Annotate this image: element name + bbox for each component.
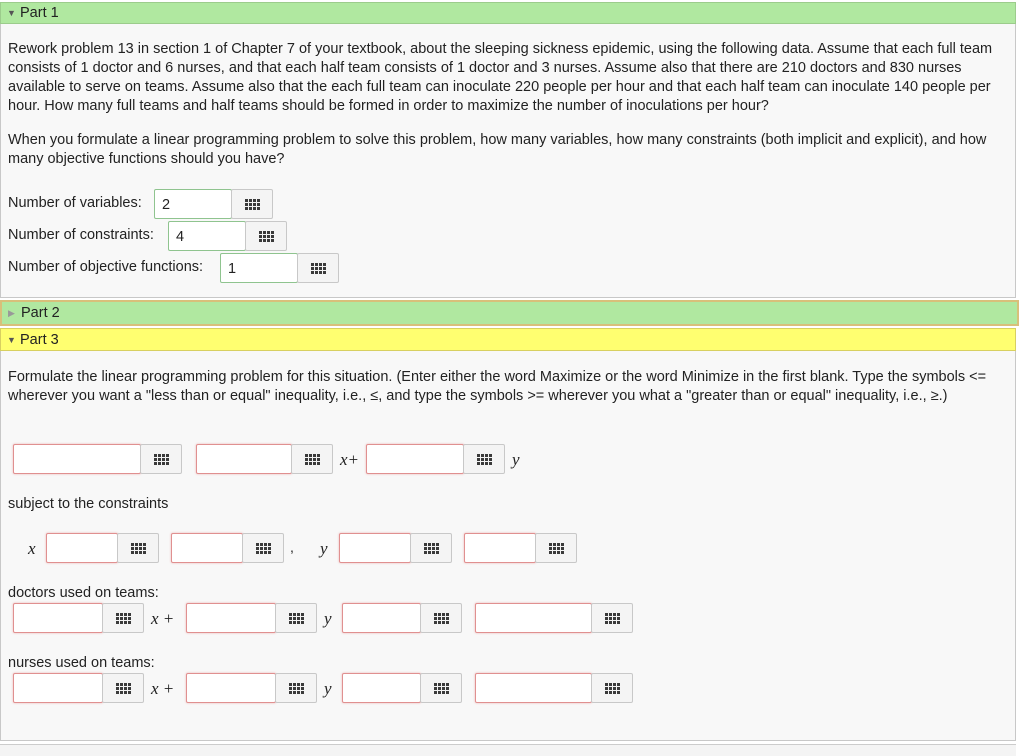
- objective-type-keypad-button[interactable]: [140, 444, 182, 474]
- nurses-x-coefficient-input[interactable]: [13, 673, 103, 703]
- instructions-text: Formulate the linear programming problem for this situation. (Enter either the word Maximize or the word Minimize in the first blank. Type the symbols <= wherever you want a "less than or equal" inequality, i.e., ≤, and type the symbols >= wherever you what a "greater than or equal" inequality, i.e., ≥.): [8, 369, 987, 404]
- part3-panel: [0, 351, 1016, 741]
- keypad-icon: [424, 543, 439, 554]
- part3-header[interactable]: [0, 328, 1016, 351]
- constraints-input[interactable]: [168, 221, 246, 251]
- keypad-icon: [116, 613, 131, 624]
- doctors-y-coefficient-keypad-button[interactable]: [275, 603, 317, 633]
- keypad-icon: [549, 543, 564, 554]
- nurses-limit-input[interactable]: [475, 673, 592, 703]
- objective-x-coefficient-keypad-button[interactable]: [463, 444, 505, 474]
- doctors-inequality-keypad-button[interactable]: [420, 603, 462, 633]
- keypad-icon: [434, 613, 449, 624]
- keypad-icon: [245, 199, 260, 210]
- objective-variable-input[interactable]: [196, 444, 292, 474]
- part2-title: Part 2: [21, 305, 60, 321]
- doctors-y-coefficient-input[interactable]: [186, 603, 276, 633]
- nurses-inequality-input[interactable]: [342, 673, 421, 703]
- nurses-x-coefficient-keypad-button[interactable]: [102, 673, 144, 703]
- nurses-y-coefficient-keypad-button[interactable]: [275, 673, 317, 703]
- keypad-icon: [131, 543, 146, 554]
- keypad-icon: [289, 683, 304, 694]
- keypad-icon: [477, 454, 492, 465]
- problem-text: Rework problem 13 in section 1 of Chapter 7 of your textbook, about the sleeping sickness epidemic, using the following data. Assume that each full team consists of 1 doctor and 6 nurses, and that each half team consists of 1 doctor and 3 nurses. Assume also that there are 210 doctors and 830 nurses available to serve on teams. Assume also that the each full team can inoculate 220 people per hour and that each half team can inoculate 140 people per hour. How many full teams and half teams should be formed in order to maximize the number of inoculations per hour?: [8, 41, 993, 114]
- nurses-limit-keypad-button[interactable]: [591, 673, 633, 703]
- nurses-label: nurses used on teams:: [8, 655, 155, 671]
- objective-y: y: [512, 450, 520, 469]
- part1-header[interactable]: [0, 2, 1016, 24]
- objective-variable-keypad-button[interactable]: [291, 444, 333, 474]
- keypad-icon: [605, 683, 620, 694]
- keypad-icon: [259, 231, 274, 242]
- nurses-y: y: [324, 679, 332, 698]
- nonneg-y: y: [320, 539, 328, 558]
- constraints-keypad-button[interactable]: [245, 221, 287, 251]
- objective-keypad-button[interactable]: [297, 253, 339, 283]
- objective-label: Number of objective functions:: [8, 259, 204, 275]
- nonneg-x-inequality-input[interactable]: [46, 533, 118, 563]
- expand-triangle-icon: ▶: [8, 307, 15, 318]
- question-text: When you formulate a linear programming problem to solve this problem, how many variables, how many constraints (both implicit and explicit), and how many objective functions should you have?: [8, 132, 987, 167]
- bottom-edge: [0, 744, 1016, 756]
- part2-header[interactable]: [0, 300, 1019, 326]
- doctors-x-plus: x +: [151, 609, 175, 628]
- doctors-x-coefficient-keypad-button[interactable]: [102, 603, 144, 633]
- keypad-icon: [289, 613, 304, 624]
- nonneg-x-inequality-keypad-button[interactable]: [117, 533, 159, 563]
- doctors-y: y: [324, 609, 332, 628]
- variables-keypad-button[interactable]: [231, 189, 273, 219]
- part3-title: Part 3: [20, 331, 59, 348]
- doctors-limit-input[interactable]: [475, 603, 592, 633]
- nurses-y-coefficient-input[interactable]: [186, 673, 276, 703]
- subject-to-text: subject to the constraints: [8, 496, 169, 512]
- keypad-icon: [116, 683, 131, 694]
- doctors-limit-keypad-button[interactable]: [591, 603, 633, 633]
- part1-title: Part 1: [20, 5, 59, 21]
- nurses-inequality-keypad-button[interactable]: [420, 673, 462, 703]
- variables-input[interactable]: [154, 189, 232, 219]
- doctors-label: doctors used on teams:: [8, 585, 159, 601]
- nonneg-x-value-input[interactable]: [171, 533, 243, 563]
- objective-x-coefficient-input[interactable]: [366, 444, 464, 474]
- keypad-icon: [305, 454, 320, 465]
- keypad-icon: [434, 683, 449, 694]
- keypad-icon: [311, 263, 326, 274]
- collapse-triangle-icon: ▼: [7, 334, 16, 345]
- nonneg-y-inequality-input[interactable]: [339, 533, 411, 563]
- objective-x-plus: x+: [340, 450, 360, 469]
- objective-input[interactable]: [220, 253, 298, 283]
- variables-label: Number of variables:: [8, 195, 142, 211]
- nonneg-x-value-keypad-button[interactable]: [242, 533, 284, 563]
- nonneg-y-inequality-keypad-button[interactable]: [410, 533, 452, 563]
- nurses-x-plus: x +: [151, 679, 175, 698]
- doctors-x-coefficient-input[interactable]: [13, 603, 103, 633]
- part1-panel: [0, 24, 1016, 298]
- doctors-inequality-input[interactable]: [342, 603, 421, 633]
- keypad-icon: [154, 454, 169, 465]
- objective-type-input[interactable]: [13, 444, 141, 474]
- collapse-triangle-icon: ▼: [7, 8, 16, 18]
- nonneg-y-value-keypad-button[interactable]: [535, 533, 577, 563]
- nonneg-comma: ,: [290, 539, 294, 555]
- keypad-icon: [256, 543, 271, 554]
- nonneg-x: x: [28, 539, 36, 558]
- constraints-label: Number of constraints:: [8, 227, 154, 243]
- nonneg-y-value-input[interactable]: [464, 533, 536, 563]
- keypad-icon: [605, 613, 620, 624]
